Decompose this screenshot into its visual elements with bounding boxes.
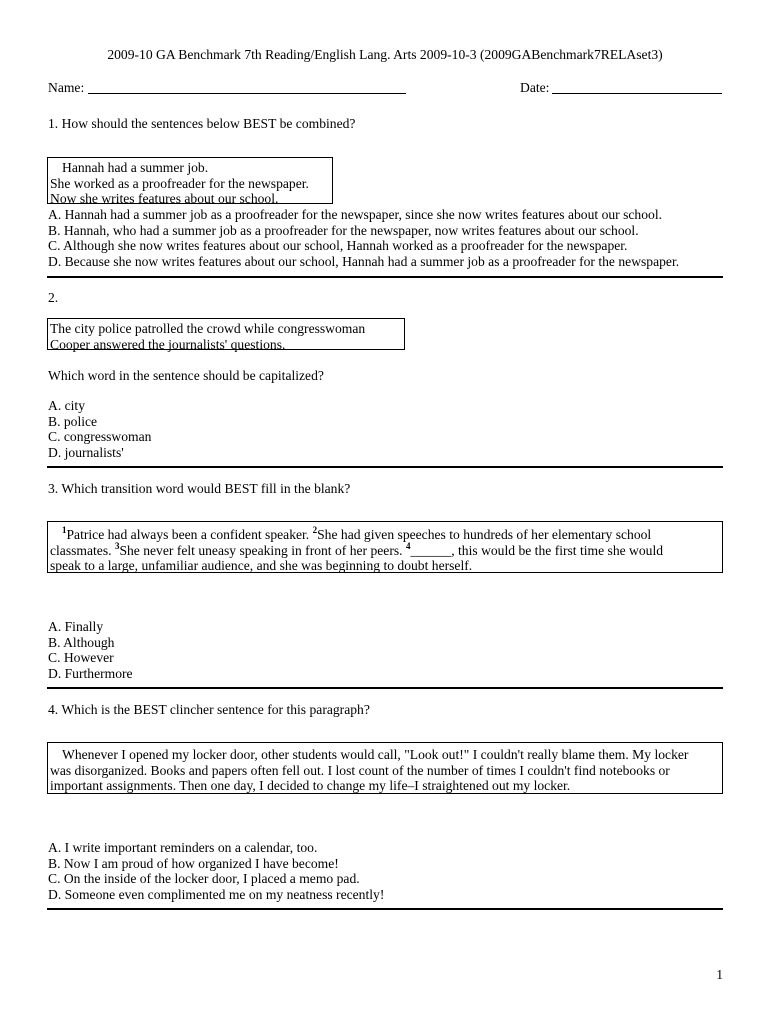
q2-passage-line: Cooper answered the journalists' questions. — [50, 336, 286, 352]
q3-options — [48, 619, 133, 681]
q3-option-b[interactable]: B. Although — [48, 634, 115, 650]
section-divider — [47, 466, 723, 468]
q2-option-b[interactable]: B. police — [48, 413, 98, 429]
sentence: Patrice had always been a confident speaker. — [66, 527, 313, 542]
page-number: 1 — [716, 967, 723, 982]
q4-passage-line: Whenever I opened my locker door, other students would call, "Look out!" I couldn't really blame them. My locker — [62, 747, 689, 762]
q4-options — [48, 840, 384, 902]
q4-passage-box — [47, 742, 723, 794]
name-label: Name: — [48, 80, 85, 95]
date-field[interactable] — [552, 93, 722, 94]
date-label: Date: — [520, 80, 550, 95]
page-title: 2009-10 GA Benchmark 7th Reading/English Lang. Arts 2009-10-3 (2009GABenchmark7RELAset3) — [107, 47, 663, 62]
section-divider — [47, 687, 723, 689]
name-field[interactable] — [88, 93, 406, 94]
q4-option-c[interactable]: C. On the inside of the locker door, I placed a memo pad. — [48, 871, 360, 887]
q2-number: 2. — [48, 290, 59, 305]
q2-option-d[interactable]: D. journalists' — [48, 444, 124, 460]
q3-stem: 3. Which transition word would BEST fill in the blank? — [48, 481, 351, 496]
q4-option-a[interactable]: A. I write important reminders on a calendar, too. — [48, 840, 318, 855]
sentence-number: 1 — [62, 525, 67, 535]
q1-passage-line: Now she writes features about our school. — [50, 191, 279, 207]
sentence-number: 3 — [114, 540, 120, 551]
sentence: classmates. — [50, 542, 115, 558]
sentence: She had given speeches to hundreds of her elementary school — [317, 527, 652, 542]
q1-option-b[interactable]: B. Hannah, who had a summer job as a proofreader for the newspaper, now writes features about our school. — [48, 222, 639, 238]
q3-option-a[interactable]: A. Finally — [48, 619, 104, 634]
q1-option-a[interactable]: A. Hannah had a summer job as a proofreader for the newspaper, since she now writes features about our school. — [48, 207, 662, 222]
q3-passage-line — [50, 540, 719, 559]
q4-passage-line: was disorganized. Books and papers often fell out. I lost count of the number of times I couldn't find notebooks or — [50, 762, 670, 778]
q3-option-d[interactable]: D. Furthermore — [48, 665, 133, 681]
q2-options — [48, 398, 151, 460]
q4-option-d[interactable]: D. Someone even complimented me on my neatness recently! — [48, 886, 385, 902]
sentence: She never felt uneasy speaking in front of her peers. — [119, 542, 406, 558]
q3-option-c[interactable]: C. However — [48, 650, 114, 666]
q2-passage-line: The city police patrolled the crowd while congresswoman — [50, 321, 366, 336]
q1-stem: 1. How should the sentences below BEST be combined? — [48, 116, 356, 131]
sentence-number: 2 — [312, 525, 318, 535]
q2-option-c[interactable]: C. congresswoman — [48, 429, 152, 445]
section-divider — [47, 276, 723, 278]
q4-option-b[interactable]: B. Now I am proud of how organized I have become! — [48, 855, 339, 871]
q3-passage-box — [47, 521, 723, 573]
q2-stem: Which word in the sentence should be capitalized? — [48, 368, 324, 383]
q1-passage-line: She worked as a proofreader for the newspaper. — [50, 175, 309, 191]
sentence: ______, this would be the first time she would — [410, 542, 664, 558]
q1-passage-box — [47, 157, 333, 207]
q1-options — [48, 207, 679, 269]
q1-option-c[interactable]: C. Although she now writes features about our school, Hannah worked as a proofreader for the newspaper. — [48, 238, 628, 254]
sentence-number: 4 — [405, 540, 411, 551]
q2-passage-box — [47, 318, 405, 350]
q4-stem: 4. Which is the BEST clincher sentence for this paragraph? — [48, 702, 370, 717]
q2-option-a[interactable]: A. city — [48, 398, 85, 413]
q3-passage-line — [50, 527, 719, 543]
section-divider — [47, 908, 723, 910]
q1-option-d[interactable]: D. Because she now writes features about our school, Hannah had a summer job as a proofreader for the newspaper. — [48, 253, 680, 269]
q3-passage-line: speak to a large, unfamiliar audience, and she was beginning to doubt herself. — [50, 558, 473, 574]
q1-passage-line: Hannah had a summer job. — [62, 160, 209, 175]
q4-passage-line: important assignments. Then one day, I decided to change my life–I straightened out my locker. — [50, 778, 571, 794]
